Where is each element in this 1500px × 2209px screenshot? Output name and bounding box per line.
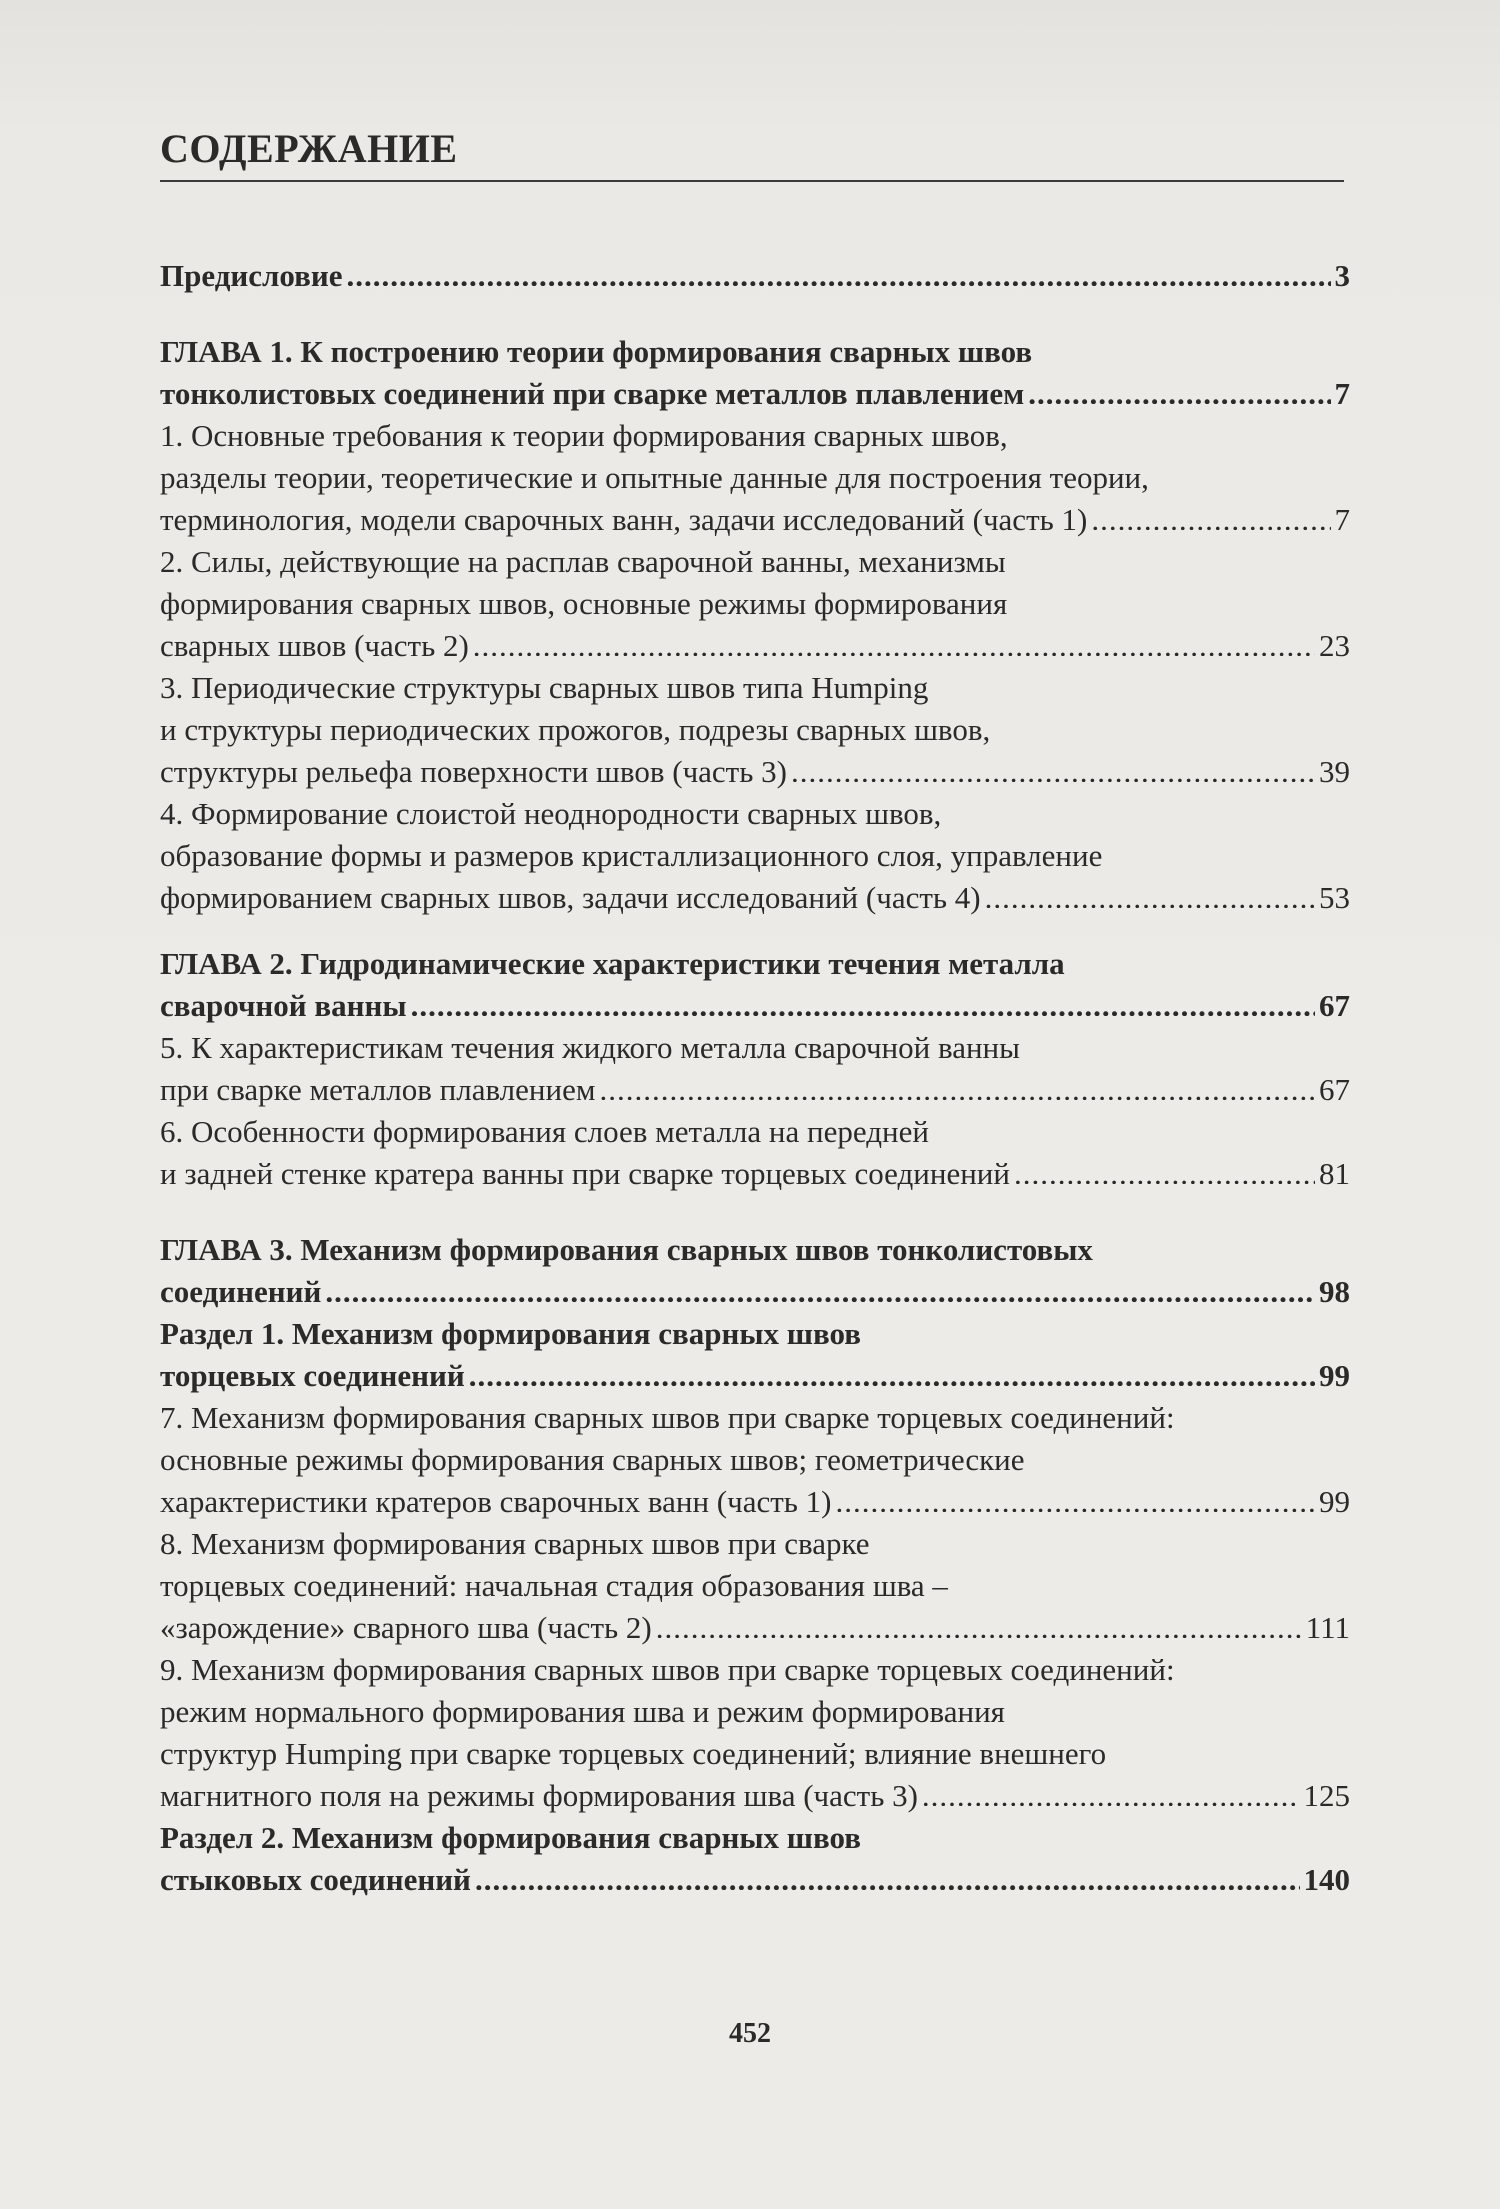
toc-leader-line [160,751,1350,793]
toc-page-number: 67 [1319,1072,1350,1107]
toc-leader-line [160,1481,1350,1523]
toc-line: 8. Механизм формирования сварных швов при сварке [160,1526,870,1561]
toc-entry-text: сварочной ванны [160,988,407,1023]
toc-item [160,667,1350,793]
toc-line: структур Humping при сварке торцевых соединений; влияние внешнего [160,1736,1107,1771]
toc-item [160,1523,1350,1649]
toc-line: образование формы и размеров кристаллизационного слоя, управление [160,838,1103,873]
toc-line: основные режимы формирования сварных швов; геометрические [160,1442,1025,1477]
dot-leader [1014,1153,1315,1184]
toc-heading [160,1229,1350,1313]
toc-entry-text: магнитного поля на режимы формирования шва (часть 3) [160,1778,918,1813]
toc-page-number: 7 [1334,502,1350,537]
page-number: 452 [729,2018,771,2049]
toc-item [160,541,1350,667]
toc-leader-line [160,373,1350,415]
toc-line: ГЛАВА 1. К построению теории формирования сварных швов [160,334,1033,369]
toc-page-number: 99 [1319,1358,1350,1393]
dot-leader [1028,373,1330,404]
toc-entry-text: торцевых соединений [160,1358,465,1393]
toc-leader-line [160,1607,1350,1649]
dot-leader [985,877,1315,908]
toc-line: Раздел 1. Механизм формирования сварных швов [160,1316,861,1351]
dot-leader [473,625,1315,656]
toc-line: 4. Формирование слоистой неоднородности сварных швов, [160,796,942,831]
toc-item [160,1027,1350,1111]
dot-leader [656,1607,1302,1638]
toc-line: формирования сварных швов, основные режимы формирования [160,586,1008,621]
dot-leader [325,1271,1315,1302]
toc-entry-text: Предисловие [160,258,343,293]
toc-page-number: 140 [1303,1862,1350,1897]
toc-line: 7. Механизм формирования сварных швов при сварке торцевых соединений: [160,1400,1175,1435]
dot-leader [1091,499,1330,530]
toc-item [160,1111,1350,1195]
toc-line: ГЛАВА 3. Механизм формирования сварных швов тонколистовых [160,1232,1093,1267]
toc-entry-text: формированием сварных швов, задачи исследований (часть 4) [160,880,981,915]
toc-entry-text: характеристики кратеров сварочных ванн (часть 1) [160,1484,832,1519]
toc-page-number: 23 [1319,628,1350,663]
dot-leader [411,985,1315,1016]
toc-line: 6. Особенности формирования слоев металла на передней [160,1114,929,1149]
toc-heading [160,1817,1350,1901]
toc-leader-line [160,877,1350,919]
toc-entry-text: «зарождение» сварного шва (часть 2) [160,1610,652,1645]
toc-page-number: 3 [1334,258,1350,293]
title-divider [160,180,1344,182]
toc-line: 3. Периодические структуры сварных швов типа Humping [160,670,929,705]
toc-leader-line [160,1775,1350,1817]
toc-heading [160,331,1350,415]
toc-leader-line [160,499,1350,541]
toc-entry-text: тонколистовых соединений при сварке металлов плавлением [160,376,1025,411]
toc-entry-text: при сварке металлов плавлением [160,1072,596,1107]
toc-entry-text: терминология, модели сварочных ванн, задачи исследований (часть 1) [160,502,1088,537]
toc-entry-text: и задней стенке кратера ванны при сварке торцевых соединений [160,1156,1010,1191]
toc-item [160,1649,1350,1817]
dot-leader [469,1355,1315,1386]
toc-leader-line [160,1859,1350,1901]
toc-leader-line [160,1153,1350,1195]
toc-line: торцевых соединений: начальная стадия образования шва – [160,1568,948,1603]
toc-line: режим нормального формирования шва и режим формирования [160,1694,1005,1729]
dot-leader [347,255,1331,286]
toc-leader-line [160,1271,1350,1313]
toc-page-number: 67 [1319,988,1350,1023]
toc-leader-line [160,1069,1350,1111]
toc-entry-text: соединений [160,1274,322,1309]
toc-leader-line [160,1355,1350,1397]
toc-item [160,415,1350,541]
page-title: СОДЕРЖАНИЕ [160,126,458,171]
toc-page-number: 39 [1319,754,1350,789]
toc-line: и структуры периодических прожогов, подрезы сварных швов, [160,712,991,747]
toc-page-number: 7 [1334,376,1350,411]
toc-heading [160,255,1350,297]
toc-leader-line [160,255,1350,297]
toc-page-number: 98 [1319,1274,1350,1309]
dot-leader [835,1481,1315,1512]
toc-leader-line [160,625,1350,667]
toc-page-number: 125 [1303,1778,1350,1813]
toc-line: 9. Механизм формирования сварных швов при сварке торцевых соединений: [160,1652,1175,1687]
toc-line: Раздел 2. Механизм формирования сварных швов [160,1820,861,1855]
toc-line: ГЛАВА 2. Гидродинамические характеристики течения металла [160,946,1065,981]
toc-line: 2. Силы, действующие на расплав сварочной ванны, механизмы [160,544,1006,579]
toc-heading [160,1313,1350,1397]
toc-line: 1. Основные требования к теории формирования сварных швов, [160,418,1008,453]
dot-leader [791,751,1315,782]
dot-leader [599,1069,1315,1100]
toc-leader-line [160,985,1350,1027]
table-of-contents [160,255,1350,1901]
dot-leader [922,1775,1300,1806]
toc-page-number: 111 [1305,1610,1350,1645]
toc-page-number: 53 [1319,880,1350,915]
toc-item [160,793,1350,919]
toc-entry-text: стыковых соединений [160,1862,471,1897]
toc-entry-text: сварных швов (часть 2) [160,628,469,663]
toc-line: 5. К характеристикам течения жидкого металла сварочной ванны [160,1030,1020,1065]
toc-entry-text: структуры рельефа поверхности швов (часть 3) [160,754,787,789]
toc-item [160,1397,1350,1523]
toc-heading [160,943,1350,1027]
toc-page-number: 99 [1319,1484,1350,1519]
toc-page-number: 81 [1319,1156,1350,1191]
dot-leader [475,1859,1300,1890]
toc-line: разделы теории, теоретические и опытные данные для построения теории, [160,460,1149,495]
